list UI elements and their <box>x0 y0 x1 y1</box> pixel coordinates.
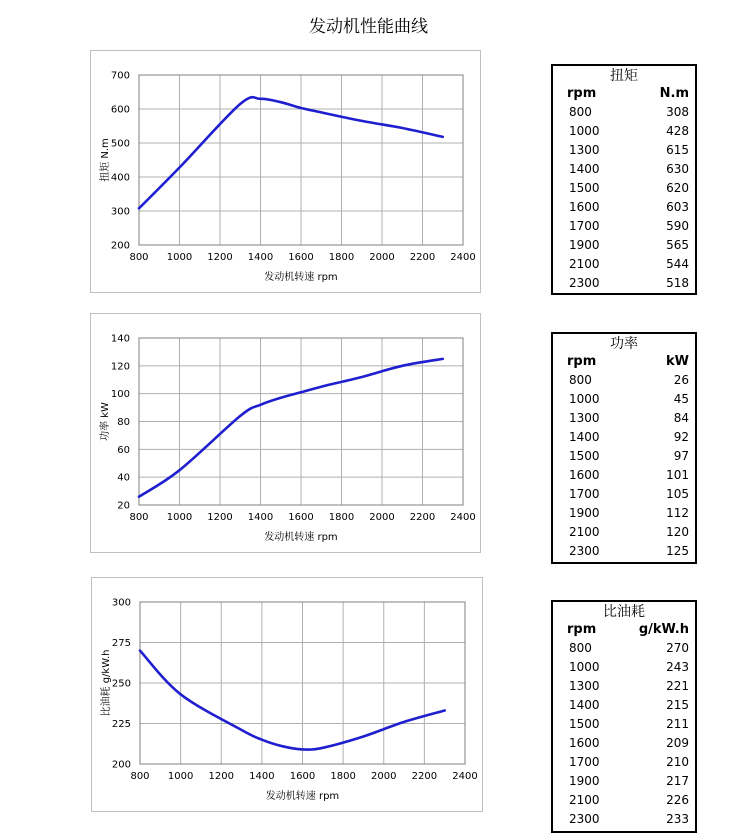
table-cell-rpm: 800 <box>569 105 592 119</box>
bsfc-chart <box>91 577 483 812</box>
table-header-unit: g/kW.h <box>638 622 689 637</box>
y-tick-label: 400 <box>110 172 130 184</box>
table-row <box>553 274 695 293</box>
bsfc-chart-svg <box>92 578 484 813</box>
table-title: 功率 <box>610 336 638 352</box>
table-cell-rpm: 1900 <box>569 774 600 788</box>
y-axis-label: 功率 kW <box>100 402 111 441</box>
x-tick-label: 800 <box>130 771 150 782</box>
table-row <box>553 791 695 810</box>
y-tick-label: 300 <box>110 206 130 218</box>
table-row <box>553 696 695 715</box>
torque-chart <box>90 50 481 293</box>
table-cell-value: 92 <box>673 430 689 444</box>
y-axis-label: 比油耗 g/kW.h <box>101 649 112 717</box>
x-tick-label: 2400 <box>450 512 476 523</box>
table-cell-rpm: 1500 <box>569 181 600 195</box>
table-cell-value: 45 <box>673 392 689 406</box>
x-axis-label: 发动机转速 rpm <box>264 532 338 543</box>
y-tick-label: 40 <box>117 472 130 484</box>
x-tick-label: 2200 <box>409 512 436 523</box>
table-cell-value: 565 <box>666 238 689 252</box>
y-tick-label: 80 <box>117 417 130 428</box>
table-cell-value: 211 <box>666 717 689 731</box>
x-tick-label: 2000 <box>369 252 395 263</box>
series-line <box>140 651 445 750</box>
table-row <box>553 198 695 217</box>
x-tick-label: 1600 <box>288 512 314 523</box>
table-cell-value: 243 <box>666 660 689 674</box>
x-tick-label: 1200 <box>208 771 234 782</box>
table-cell-value: 125 <box>666 544 689 558</box>
table-cell-value: 26 <box>673 373 689 387</box>
table-cell-rpm: 1300 <box>569 143 600 157</box>
table-row <box>553 428 695 447</box>
x-tick-label: 1800 <box>330 771 356 782</box>
table-row <box>553 179 695 198</box>
table-row <box>553 485 695 504</box>
table-cell-rpm: 1000 <box>569 392 600 406</box>
table-body <box>553 103 695 293</box>
table-cell-value: 97 <box>673 449 689 463</box>
y-tick-label: 275 <box>111 638 131 649</box>
plot-area <box>98 334 476 544</box>
y-tick-label: 500 <box>110 138 130 150</box>
x-tick-label: 800 <box>129 252 149 263</box>
table-cell-rpm: 1700 <box>569 487 600 501</box>
x-tick-label: 2000 <box>371 771 397 782</box>
x-tick-label: 800 <box>129 512 149 523</box>
table-row <box>553 160 695 179</box>
table-row <box>553 753 695 772</box>
table-row <box>553 447 695 466</box>
table-row <box>553 103 695 122</box>
table-cell-rpm: 1600 <box>569 736 600 750</box>
x-tick-label: 1400 <box>249 771 275 782</box>
table-header <box>553 353 695 371</box>
table-header <box>553 621 695 639</box>
table-cell-value: 120 <box>666 525 689 539</box>
plot-area <box>98 71 476 284</box>
table-cell-value: 620 <box>666 181 689 195</box>
table-cell-value: 84 <box>673 411 689 425</box>
y-tick-label: 200 <box>110 240 130 252</box>
table-row <box>553 371 695 390</box>
x-tick-label: 1600 <box>289 771 316 782</box>
table-row <box>553 390 695 409</box>
table-cell-value: 518 <box>666 276 689 290</box>
table-cell-rpm: 2300 <box>569 544 600 558</box>
table-title: 比油耗 <box>603 604 645 620</box>
table-row <box>553 523 695 542</box>
table-cell-value: 630 <box>666 162 689 176</box>
y-tick-label: 200 <box>111 759 131 771</box>
table-body <box>553 639 695 829</box>
table-cell-value: 112 <box>666 506 689 520</box>
table-header-unit: kW <box>666 354 689 369</box>
y-tick-label: 250 <box>111 678 131 690</box>
power-chart-svg <box>91 314 482 554</box>
series-line <box>139 97 443 208</box>
table-row <box>553 504 695 523</box>
y-tick-label: 60 <box>117 444 130 456</box>
table-cell-value: 209 <box>666 736 689 750</box>
x-tick-label: 1400 <box>247 252 274 263</box>
table-cell-rpm: 1700 <box>569 219 600 233</box>
x-tick-label: 1200 <box>207 252 233 263</box>
x-tick-label: 1800 <box>328 252 355 263</box>
bsfc-table <box>551 600 697 833</box>
table-header-rpm: rpm <box>567 86 597 101</box>
table-cell-value: 603 <box>666 200 689 214</box>
y-tick-label: 100 <box>110 389 130 401</box>
table-row <box>553 255 695 274</box>
table-cell-rpm: 1300 <box>569 679 600 693</box>
plot-area <box>99 598 478 803</box>
power-table <box>551 332 697 564</box>
table-cell-rpm: 1400 <box>569 162 600 176</box>
x-axis-label: 发动机转速 rpm <box>264 272 338 283</box>
table-header-unit: N.m <box>659 86 689 101</box>
y-axis-label: 扭矩 N.m <box>100 138 111 182</box>
torque-table <box>551 64 697 295</box>
table-cell-rpm: 800 <box>569 641 592 655</box>
table-cell-rpm: 1300 <box>569 411 600 425</box>
x-tick-label: 1800 <box>328 512 355 523</box>
table-title: 扭矩 <box>610 68 638 84</box>
table-cell-value: 544 <box>666 257 689 271</box>
table-cell-rpm: 1500 <box>569 717 600 731</box>
x-tick-label: 1200 <box>207 512 233 523</box>
table-header-rpm: rpm <box>567 622 597 637</box>
x-tick-label: 1400 <box>247 512 274 523</box>
table-cell-rpm: 1600 <box>569 468 600 482</box>
torque-chart-svg <box>91 51 482 294</box>
table-cell-rpm: 800 <box>569 373 592 387</box>
table-cell-value: 215 <box>666 698 689 712</box>
table-row <box>553 542 695 561</box>
x-tick-label: 1000 <box>166 252 193 263</box>
y-tick-label: 140 <box>110 333 130 345</box>
table-row <box>553 466 695 485</box>
table-cell-rpm: 2300 <box>569 276 600 290</box>
y-tick-label: 225 <box>111 719 131 730</box>
x-tick-label: 2200 <box>409 252 436 263</box>
table-cell-value: 226 <box>666 793 689 807</box>
y-tick-label: 120 <box>110 361 130 373</box>
table-cell-value: 590 <box>666 219 689 233</box>
x-tick-label: 2000 <box>369 512 395 523</box>
y-tick-label: 600 <box>110 104 130 116</box>
table-body <box>553 371 695 561</box>
table-cell-value: 308 <box>666 105 689 119</box>
table-cell-value: 101 <box>666 468 689 482</box>
table-cell-rpm: 1500 <box>569 449 600 463</box>
table-row <box>553 734 695 753</box>
table-row <box>553 122 695 141</box>
table-row <box>553 236 695 255</box>
table-cell-rpm: 1700 <box>569 755 600 769</box>
table-cell-value: 233 <box>666 812 689 826</box>
y-tick-label: 700 <box>110 70 130 82</box>
table-cell-value: 105 <box>666 487 689 501</box>
table-row <box>553 810 695 829</box>
x-tick-label: 2200 <box>411 771 438 782</box>
table-cell-rpm: 1400 <box>569 698 600 712</box>
table-row <box>553 658 695 677</box>
table-row <box>553 715 695 734</box>
table-cell-rpm: 2100 <box>569 793 600 807</box>
table-row <box>553 772 695 791</box>
x-tick-label: 1000 <box>167 771 194 782</box>
table-cell-rpm: 2100 <box>569 525 600 539</box>
table-cell-value: 210 <box>666 755 689 769</box>
y-tick-label: 300 <box>111 597 131 609</box>
page-title: 发动机性能曲线 <box>309 17 428 37</box>
table-cell-rpm: 1900 <box>569 238 600 252</box>
table-cell-rpm: 2100 <box>569 257 600 271</box>
table-cell-value: 270 <box>666 641 689 655</box>
table-cell-value: 615 <box>666 143 689 157</box>
table-cell-rpm: 1400 <box>569 430 600 444</box>
table-cell-rpm: 2300 <box>569 812 600 826</box>
table-header <box>553 85 695 103</box>
x-tick-label: 2400 <box>450 252 476 263</box>
table-row <box>553 409 695 428</box>
table-cell-value: 428 <box>666 124 689 138</box>
table-cell-rpm: 1600 <box>569 200 600 214</box>
x-tick-label: 1000 <box>166 512 193 523</box>
table-cell-value: 217 <box>666 774 689 788</box>
table-header-rpm: rpm <box>567 354 597 369</box>
table-cell-rpm: 1000 <box>569 660 600 674</box>
table-row <box>553 677 695 696</box>
series-line <box>139 359 443 497</box>
x-axis-label: 发动机转速 rpm <box>265 791 340 802</box>
table-cell-rpm: 1000 <box>569 124 600 138</box>
table-row <box>553 217 695 236</box>
table-cell-value: 221 <box>666 679 689 693</box>
x-tick-label: 2400 <box>452 771 478 782</box>
table-row <box>553 639 695 658</box>
y-tick-label: 20 <box>117 500 130 512</box>
power-chart <box>90 313 481 553</box>
table-row <box>553 141 695 160</box>
x-tick-label: 1600 <box>288 252 314 263</box>
table-cell-rpm: 1900 <box>569 506 600 520</box>
